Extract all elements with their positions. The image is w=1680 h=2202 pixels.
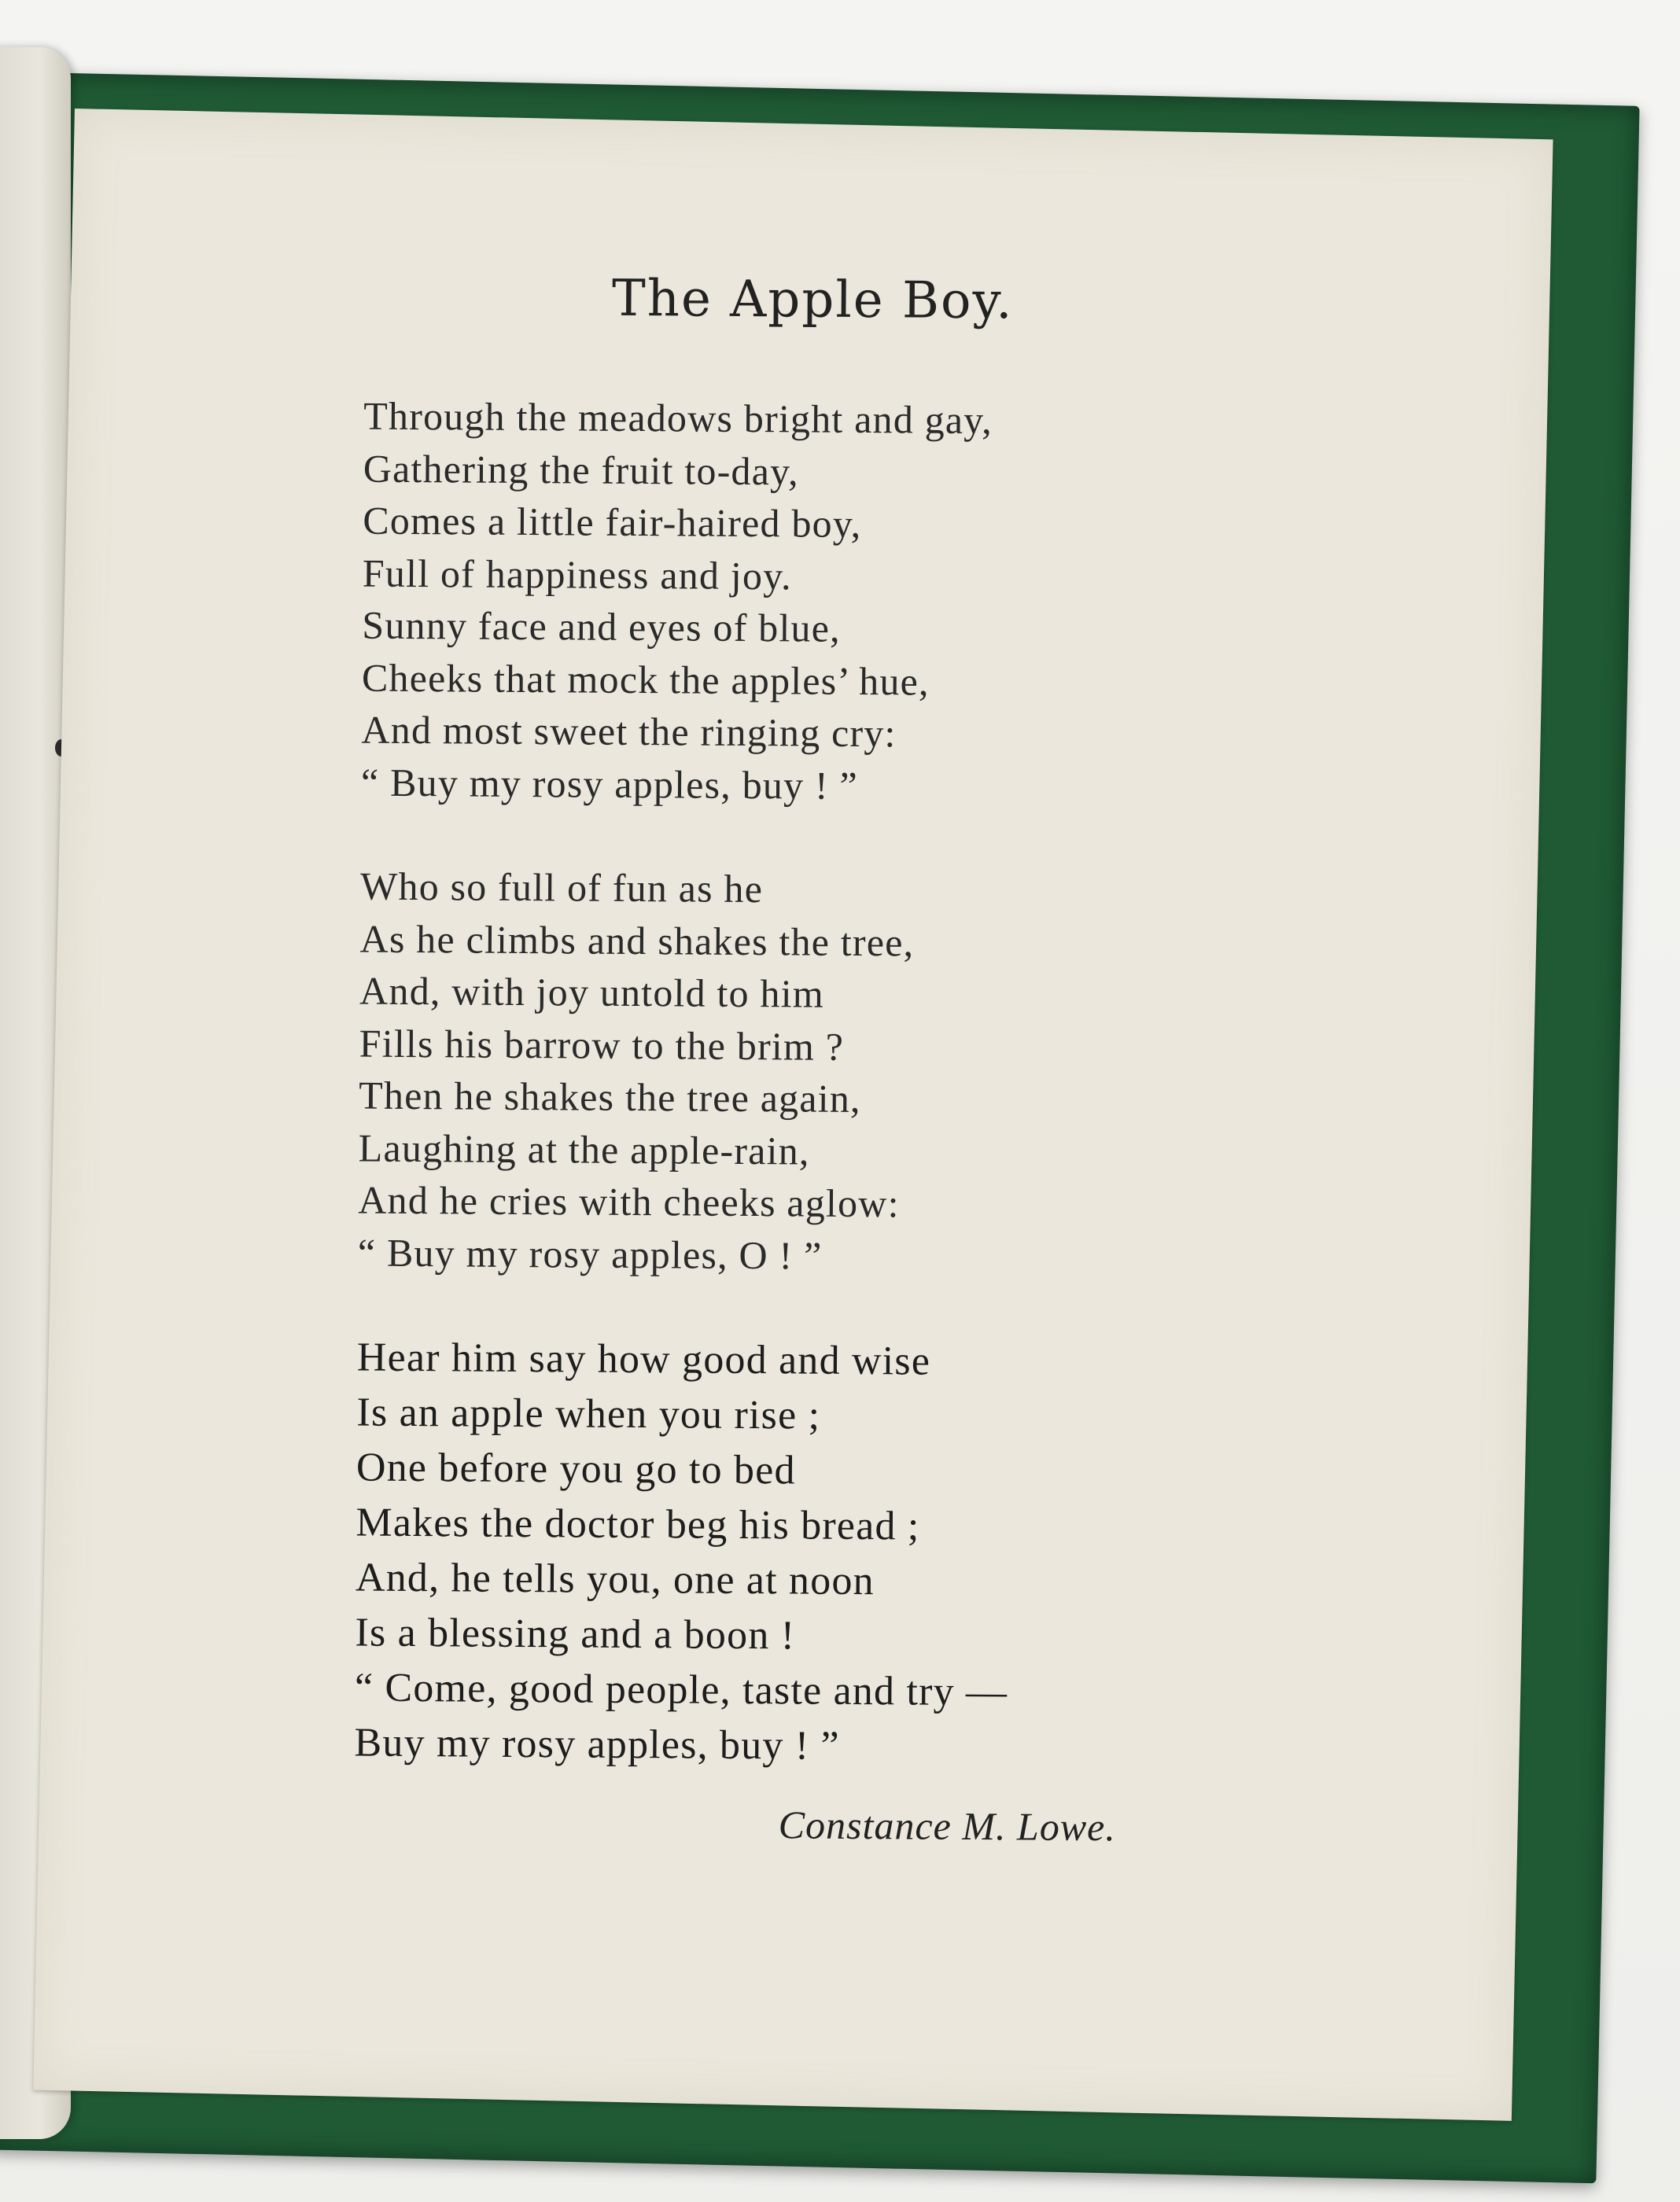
poem-line: “ Buy my rosy apples, O ! ” (357, 1230, 823, 1278)
poem-line: Cheeks that mock the apples’ hue, (361, 655, 930, 704)
poem-line: And most sweet the ringing cry: (361, 707, 897, 756)
poem-line: Is a blessing and a boon ! (355, 1610, 796, 1659)
poem-line: Buy my rosy apples, buy ! ” (354, 1720, 841, 1769)
poem-line: Gathering the fruit to-day, (363, 446, 799, 493)
poem-line: “ Buy my rosy apples, buy ! ” (360, 760, 859, 808)
poem-line: Comes a little fair-haired boy, (363, 498, 862, 546)
poem-title: The Apple Boy. (611, 269, 1014, 331)
stanza (361, 390, 1308, 815)
poem-line: Hear him say how good and wise (356, 1335, 931, 1384)
poem-line: Sunny face and eyes of blue, (362, 602, 842, 650)
poem-line: Who so full of fun as he (359, 863, 764, 911)
poem-line: “ Come, good people, taste and try — (354, 1665, 1008, 1715)
poem-line: And, with joy untold to him (359, 968, 825, 1016)
poem-line: Fills his barrow to the brim ? (359, 1021, 845, 1069)
poem-line: Then he shakes the tree again, (359, 1073, 861, 1121)
poem-line: Full of happiness and joy. (362, 550, 793, 598)
book-page (33, 109, 1553, 2121)
poem-line: Makes the doctor beg his bread ; (356, 1500, 920, 1549)
poem-line: Laughing at the apple-rain, (358, 1125, 810, 1173)
stanza (358, 860, 1305, 1285)
poem-line: One before you go to bed (356, 1445, 796, 1493)
poem-line: Through the meadows bright and gay, (363, 393, 993, 443)
poem-line: And, he tells you, one at noon (355, 1555, 875, 1604)
poem-line: And he cries with cheeks aglow: (358, 1177, 900, 1226)
poem-line: As he climbs and shakes the tree, (359, 916, 915, 964)
author-signature: Constance M. Lowe. (778, 1802, 1117, 1850)
page-content (61, 109, 1553, 2101)
poem-body (354, 390, 1308, 1829)
stanza (354, 1331, 1301, 1777)
poem-line: Is an apple when you rise ; (356, 1390, 821, 1438)
